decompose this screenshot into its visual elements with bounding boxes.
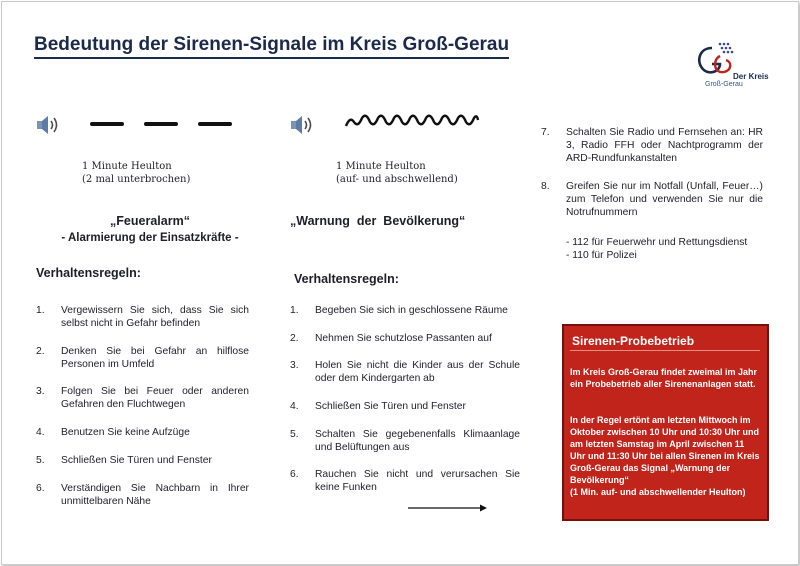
probebetrieb-text: Im Kreis Groß-Gerau findet zweimal im Jahr ein Probebetrieb aller Sirenenanlagen statt. — [570, 367, 758, 389]
rules-title: Verhaltensregeln: — [294, 272, 399, 286]
siren-dash — [144, 122, 178, 126]
probebetrieb-text: In der Regel ertönt am letzten Mittwoch im Oktober zwischen 10 Uhr und 10:30 Uhr und am letzten Samstag im April zwischen 11 Uhr und 11:30 Uhr bei allen Sirenen im Kreis Groß-Gerau das Signal „Warnung der Bevölkerung“ — [570, 415, 760, 485]
list-item: 1. Vergewissern Sie sich, dass Sie sich selbst nicht in Gefahr befinden — [36, 305, 249, 329]
signal-description: 1 Minute Heulton (2 mal unterbrochen) — [82, 161, 191, 185]
list-item: 3. Holen Sie nicht die Kinder aus der Schule oder dem Kindergarten ab — [290, 360, 520, 384]
logo-text: Der Kreis — [733, 72, 769, 81]
list-item: 2. Denken Sie bei Gefahr an hilflose Personen im Umfeld — [36, 346, 249, 370]
list-item: 2. Nehmen Sie schutzlose Passanten auf — [290, 333, 492, 344]
siren-wave-icon — [344, 114, 480, 130]
warnung-heading: „Warnung der Bevölkerung“ — [290, 214, 466, 228]
probebetrieb-title: Sirenen-Probebetrieb — [572, 334, 695, 348]
logo-subtext: Groß-Gerau — [705, 81, 743, 88]
emergency-number: - 112 für Feuerwehr und Rettungsdienst — [566, 237, 748, 248]
probebetrieb-box — [562, 324, 769, 521]
divider — [570, 350, 760, 351]
list-item: 6. Rauchen Sie nicht und verursachen Sie keine Funken — [290, 469, 520, 493]
speaker-icon — [36, 114, 60, 136]
emergency-numbers — [566, 236, 747, 262]
feueralarm-heading: „Feueralarm“ — [110, 214, 190, 228]
list-item: 7. Schalten Sie Radio und Fernsehen an: HR 3, Radio FFH oder Nachtprogramm der ARD-Rundfunkanstalten — [541, 127, 763, 164]
list-item: 3. Folgen Sie bei Feuer oder anderen Gefahren den Fluchtwegen — [36, 386, 249, 410]
emergency-number: - 110 für Polizei — [566, 250, 637, 261]
arrow-right-icon — [408, 503, 488, 513]
list-item: 1. Begeben Sie sich in geschlossene Räume — [290, 305, 508, 316]
siren-dash — [198, 122, 232, 126]
list-item: 5. Schließen Sie Türen und Fenster — [36, 455, 212, 466]
list-item: 5. Schalten Sie gegebenenfalls Klimaanlage und Belüftungen aus — [290, 429, 520, 453]
probebetrieb-text: (1 Min. auf- und abschwellender Heulton) — [570, 487, 746, 497]
siren-dash — [90, 122, 124, 126]
list-item: 8. Greifen Sie nur im Notfall (Unfall, Feuer…) zum Telefon und verwenden Sie nur die Notrufnummern — [541, 181, 763, 218]
page-title: Bedeutung der Sirenen-Signale im Kreis Groß-Gerau — [34, 34, 509, 59]
list-item: 6. Verständigen Sie Nachbarn in Ihrer unmittelbaren Nähe — [36, 483, 249, 507]
feueralarm-subheading: - Alarmierung der Einsatzkräfte - — [61, 232, 239, 244]
rules-title: Verhaltensregeln: — [36, 266, 141, 280]
signal-description: 1 Minute Heulton (auf- und abschwellend) — [336, 161, 458, 185]
speaker-icon — [290, 114, 314, 136]
list-item: 4. Schließen Sie Türen und Fenster — [290, 401, 466, 412]
list-item: 4. Benutzen Sie keine Aufzüge — [36, 427, 190, 438]
